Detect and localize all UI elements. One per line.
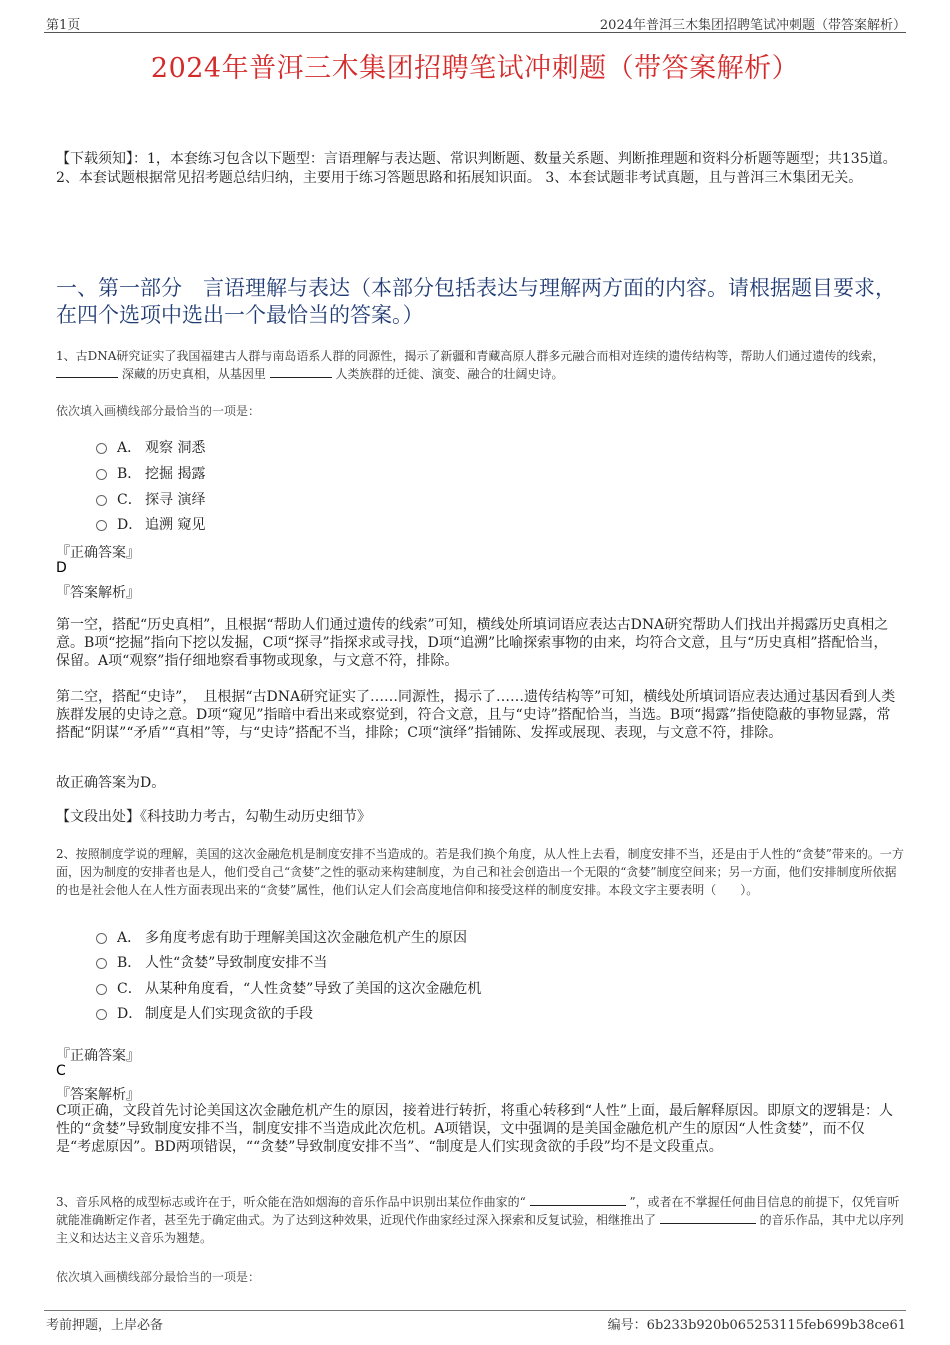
q3-blank-1 xyxy=(530,1193,626,1206)
q2-option-a[interactable]: A． 多角度考虑有助于理解美国这次金融危机产生的原因 xyxy=(96,927,467,947)
q1-option-d[interactable]: D． 追溯 窥见 xyxy=(96,514,205,534)
q1-stem-part-c: 人类族群的迁徙、演变、融合的壮阔史诗。 xyxy=(335,367,564,381)
q2-analysis: C项正确，文段首先讨论美国这次金融危机产生的原因，接着进行转折，将重心转移到“人性”上面，最后解释原因。即原文的逻辑是：人性的“贪婪”导致制度安排不当，制度安排不当造成此次危机。A项错误，文中强调的是美国金融危机产生的原因“人性贪婪”，而不仅是“考虑原因”。BD两项错误，““贪婪”导致制度安排不当”、“制度是人们实现贪欲的手段”均不是文段重点。 xyxy=(56,1103,894,1155)
header-doc-title: 2024年普洱三木集团招聘笔试冲刺题（带答案解析） xyxy=(599,18,906,33)
q1-conclusion: 故正确答案为D。 xyxy=(56,775,166,791)
q2-option-b[interactable]: B． 人性“贪婪”导致制度安排不当 xyxy=(96,952,327,972)
q1-answer-label: 『正确答案』 xyxy=(56,545,140,561)
section-heading: 一、第一部分 言语理解与表达（本部分包括表达与理解两方面的内容。请根据题目要求，在四个选项中选出一个最恰当的答案。） xyxy=(56,276,896,327)
q1-answer: D xyxy=(56,560,67,576)
q2-answer-label: 『正确答案』 xyxy=(56,1048,140,1064)
q2-analysis-label: 『答案解析』 xyxy=(56,1087,140,1103)
page-number: 第1页 xyxy=(46,18,81,33)
question-3-stem xyxy=(56,1193,904,1247)
q2-answer: C xyxy=(56,1063,66,1079)
radio-icon[interactable] xyxy=(96,984,107,995)
question-1-prompt: 依次填入画横线部分最恰当的一项是： xyxy=(56,404,261,418)
footer-divider xyxy=(44,1310,906,1311)
q1-option-b[interactable]: B． 挖掘 揭露 xyxy=(96,463,205,483)
q1-analysis-paragraph-2: 第二空，搭配“史诗”， 且根据“古DNA研究证实了……同源性，揭示了……遗传结构等”可知，横线处所填词语应表达通过基因看到人类族群发展的史诗之意。D项“窥见”指暗中看出来或察觉到，符合文意，且与“史诗”搭配恰当，当选。B项“揭露”指使隐蔽的事物显露，常搭配“阴谋”“矛盾”“真相”等，与“史诗”搭配不当，排除；C项“演绎”指铺陈、发挥或展现、表现，与文意不符，排除。 xyxy=(56,689,896,741)
q1-analysis-paragraph-1: 第一空，搭配“历史真相”，且根据“帮助人们通过遗传的线索”可知，横线处所填词语应表达古DNA研究帮助人们找出并揭露历史真相之意。B项“挖掘”指向下挖以发掘，C项“探寻”指探求或寻找，D项“追溯”比喻探索事物的由来，均符合文意，且与“历史真相”搭配恰当，保留。A项“观察”指仔细地察看事物或现象，与文意不符，排除。 xyxy=(56,617,889,669)
radio-icon[interactable] xyxy=(96,495,107,506)
question-3-prompt: 依次填入画横线部分最恰当的一项是： xyxy=(56,1270,261,1284)
radio-icon[interactable] xyxy=(96,1009,107,1020)
radio-icon[interactable] xyxy=(96,443,107,454)
q1-analysis-label: 『答案解析』 xyxy=(56,585,140,601)
header-divider xyxy=(44,32,906,33)
q3-blank-2 xyxy=(660,1211,756,1224)
q1-option-c[interactable]: C． 探寻 演绎 xyxy=(96,489,205,509)
footer-serial: 编号：6b233b920b065253115feb699b38ce61 xyxy=(607,1318,906,1333)
q1-option-a[interactable]: A． 观察 洞悉 xyxy=(96,437,205,457)
q1-stem-part-a: 1、古DNA研究证实了我国福建古人群与南岛语系人群的同源性，揭示了新疆和青藏高原人群多元融合而相对连续的遗传结构等，帮助人们通过遗传的线索， xyxy=(56,349,885,363)
radio-icon[interactable] xyxy=(96,469,107,480)
q1-stem-part-b: 深藏的历史真相，从基因里 xyxy=(121,367,266,381)
footer-slogan: 考前押题，上岸必备 xyxy=(46,1318,164,1333)
q3-stem-part-c: 的音乐作品，其中尤以序列主义和达达主义音乐为翘楚。 xyxy=(56,1213,904,1245)
q3-stem-part-b: ”，或者在不掌握任何曲目信息的前提下，仅凭盲听就能准确断定作者，甚至先于确定曲式。为了达到这种效果，近现代作曲家经过深入探索和反复试验，相继推出了 xyxy=(56,1195,900,1227)
q3-stem-part-a: 3、音乐风格的成型标志或许在于，听众能在浩如烟海的音乐作品中识别出某位作曲家的“ xyxy=(56,1195,526,1209)
question-1-stem xyxy=(56,347,904,383)
download-notice: 【下载须知】：1，本套练习包含以下题型：言语理解与表达题、常识判断题、数量关系题、判断推理题和资料分析题等题型；共135道。 2、本套试题根据常见招考题总结归纳，主要用于练习答题思路和拓展知识面。 3、本套试题非考试真题，且与普洱三木集团无关。 xyxy=(56,151,897,186)
radio-icon[interactable] xyxy=(96,520,107,531)
question-2-stem: 2、按照制度学说的理解，美国的这次金融危机是制度安排不当造成的。若是我们换个角度，从人性上去看，制度安排不当，还是由于人性的“贪婪”带来的。一方面，因为制度的安排者也是人，他们受自己“贪婪”之性的驱动来构建制度，为自己和社会创造出一个无限的“贪婪”制度空间来；另一方面，他们安排制度所依据的也是社会他人在人性方面表现出来的“贪婪”属性，他们认定人们会高度地信仰和接受这样的制度安排。本段文字主要表明（ ）。 xyxy=(56,847,904,897)
radio-icon[interactable] xyxy=(96,933,107,944)
q1-blank-2 xyxy=(270,365,332,378)
radio-icon[interactable] xyxy=(96,958,107,969)
q2-option-d[interactable]: D． 制度是人们实现贪欲的手段 xyxy=(96,1003,313,1023)
q1-source: 【文段出处】《科技助力考古，勾勒生动历史细节》 xyxy=(56,809,371,825)
q1-blank-1 xyxy=(56,365,118,378)
q2-option-c[interactable]: C． 从某种角度看，“人性贪婪”导致了美国的这次金融危机 xyxy=(96,978,481,998)
page-title: 2024年普洱三木集团招聘笔试冲刺题（带答案解析） xyxy=(150,53,800,84)
